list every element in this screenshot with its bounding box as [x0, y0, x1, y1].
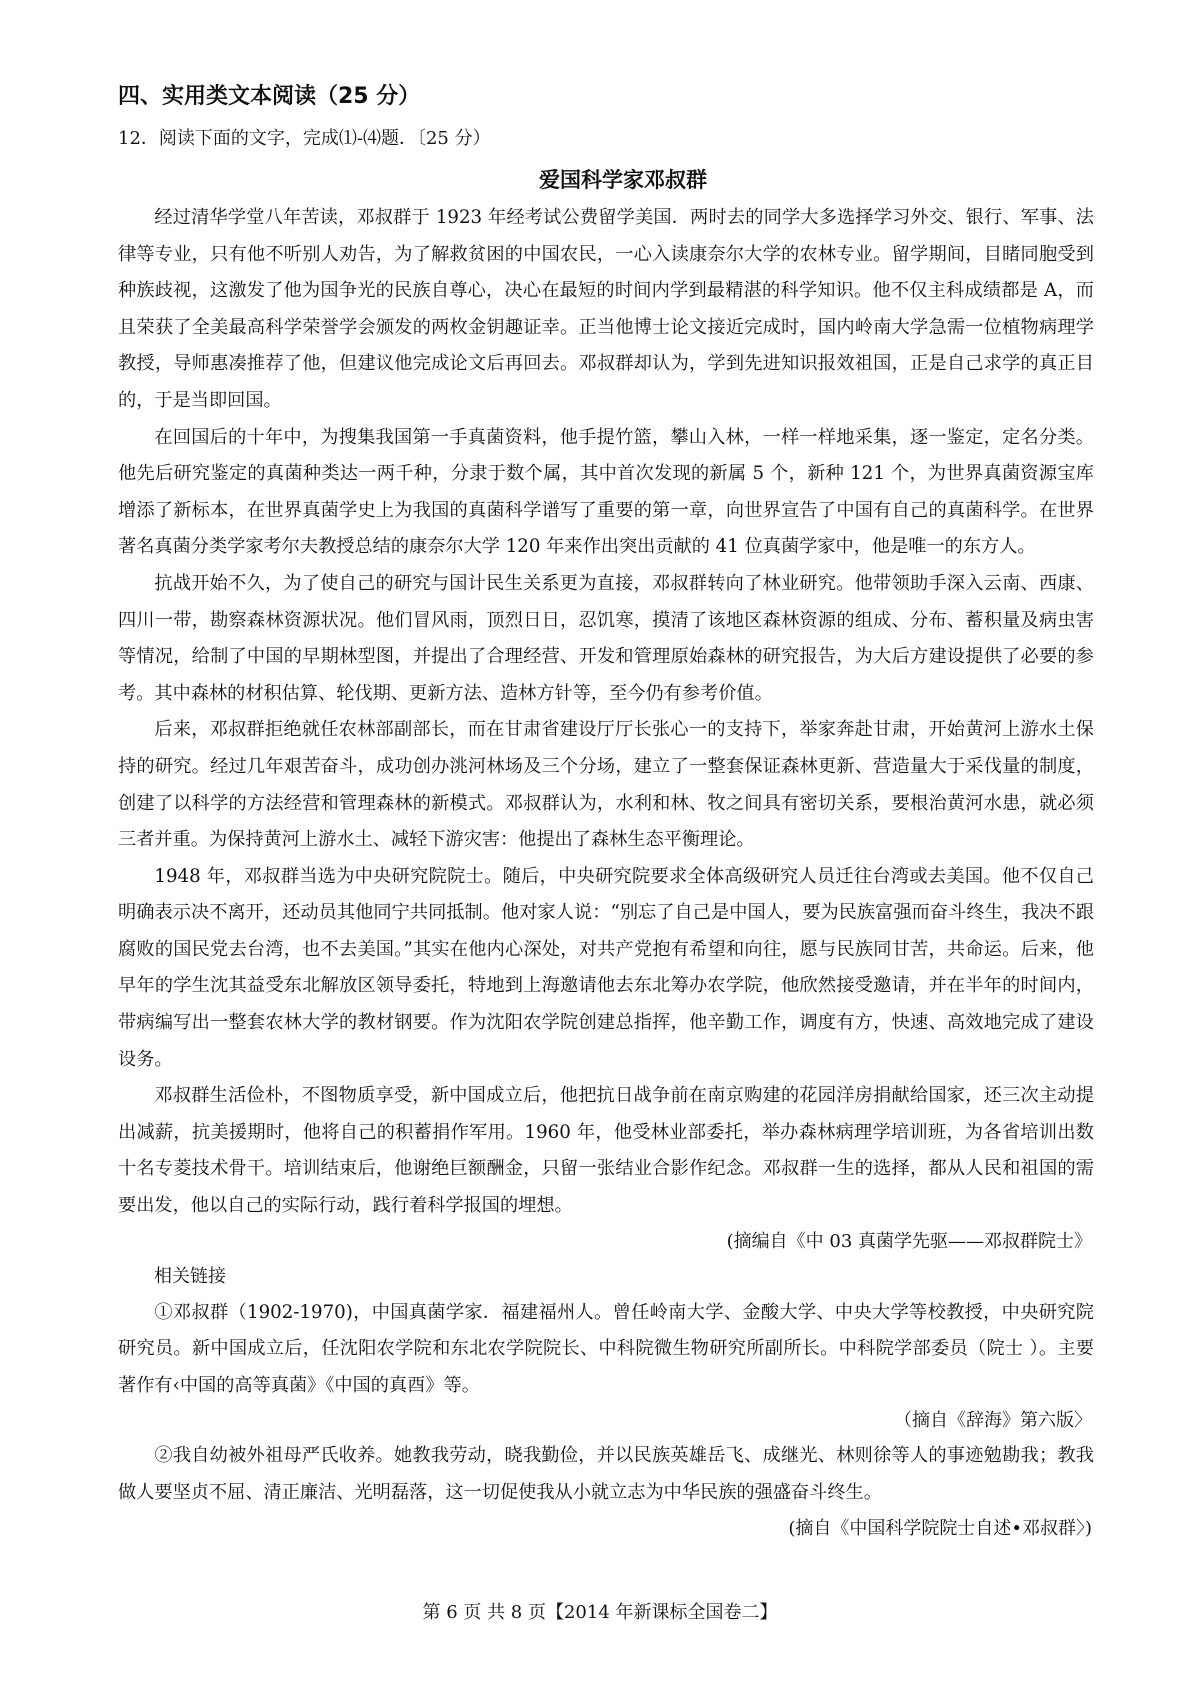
article-paragraph-3: 抗战开始不久，为了使自己的研究与国计民生关系更为直接，邓叔群转向了林业研究。他带领助手深入云南、西康、四川一带，勘察森林资源状况。他们冒风雨，顶烈日日，忍饥寒，摸清了该地区森林资源的组成、分布、蓄积量及病虫害等情况，给制了中国的早期林型图，并提出了合理经营、开发和管理原始森林的研究报告，为大后方建设提供了必要的参考。其中森林的材积估算、轮伐期、更新方法、造林方针等，至今仍有参考价值。	[118, 572, 1094, 704]
article-paragraph-1: 经过清华学堂八年苦读，邓叔群于 1923 年经考试公费留学美国．两时去的同学大多选择学习外交、银行、军事、法律等专业，只有他不听别人劝告，为了解救贫困的中国农民，一心入读康奈尔大学的农林专业。留学期间，目睹同胞受到种族歧视，这激发了他为国争光的民族自尊心，决心在最短的时间内学到最精湛的科学知识。他不仅主科成绩都是 A，而且荣获了全美最高科学荣誉学会颁发的两枚金钥趣证幸。正当他博士论文接近完成时，国内岭南大学急需一位植物病理学教授，导师惠凑推荐了他，但建议他完成论文后再回去。邓叔群却认为，学到先进知识报效祖国，正是自己求学的真正目的，于是当即回国。	[118, 207, 1094, 411]
related-link-1-source: （摘自《辞海》第六版〉	[894, 1410, 1092, 1432]
article-title: 爱国科学家邓叔群	[539, 168, 707, 192]
related-link-2: ②我自幼被外祖母严氏收养。她教我劳动，晓我勤俭，并以民族英雄岳飞、成继光、林则徐等人的事迹勉勘我；教我做人要坚贞不屈、清正廉洁、光明磊落，这一切促使我从小就立志为中华民族的强盛奋斗终生。	[118, 1445, 1094, 1503]
page-footer: 第 6 页 共 8 页【2014 年新课标全国卷二】	[422, 1602, 778, 1623]
article-paragraph-4: 后来，邓叔群拒绝就任农林部副部长，而在甘肃省建设厅厅长张心一的支持下，举家奔赴甘肃，开始黄河上游水土保持的研究。经过几年艰苦奋斗，成功创办洮河林场及三个分场，建立了一整套保证森林更新、营造量大于采伐量的制度，创建了以科学的方法经营和管理森林的新模式。邓叔群认为，水利和林、牧之间具有密切关系，要根治黄河水患，就必须三者并重。为保持黄河上游水土、减轻下游灾害：他提出了森林生态平衡理论。	[118, 719, 1094, 851]
section-title: 四、实用类文本阅读（25 分）	[118, 84, 421, 109]
article-paragraph-2: 在回国后的十年中，为搜集我国第一手真菌资料，他手提竹篮，攀山入林，一样一样地采集，逐一鉴定，定名分类。他先后研究鉴定的真菌种类达一两千种，分隶于数个属，其中首次发现的新属 5 个，新种 121 个，为世界真菌资源宝库增添了新标本，在世界真菌学史上为我国的真菌科学谱写了重要的第一章，向世界宣告了中国有自己的真菌科学。在世界著名真菌分类学家考尔夫教授总结的康奈尔大学 120 年来作出突出贡献的 41 位真菌学家中，他是唯一的东方人。	[118, 426, 1094, 558]
related-links	[118, 1259, 1094, 1546]
article-paragraph-6: 邓叔群生活俭朴，不图物质享受，新中国成立后，他把抗日战争前在南京购建的花园洋房捐献给国家，还三次主动提出减薪，抗美援期时，他将自己的积蓄捐作军用。1960 年，他受林业部委托，举办森林病理学培训班，为各省培训出数十名专菱技术骨干。培训结束后，他谢绝巨额酬金，只留一张结业合影作纪念。邓叔群一生的选择，都从人民和祖国的需要出发，他以自己的实际行动，践行着科学报国的埋想。	[118, 1085, 1094, 1217]
related-link-1: ①邓叔群（1902-1970)，中国真菌学家．福建福州人。曾任岭南大学、金酸大学、中央大学等校教授，中央研究院研究员。新中国成立后，任沈阳农学院和东北农学院院长、中科院微生物研究所副所长。中科院学部委员（院士 ）。主要著作有‹中国的高等真菌》《中国的真酉》等。	[118, 1301, 1094, 1396]
related-link-2-source: (摘自《中国科学院院士自述•邓叔群〉)	[788, 1517, 1092, 1539]
exam-page	[118, 82, 1094, 1546]
question-instruction: 12．阅读下面的文字，完成⑴-⑷题．〔25 分）	[118, 128, 491, 149]
article-body	[118, 200, 1094, 1225]
article-source: (摘编自《中 03 真菌学先驱——邓叔群院士》	[726, 1230, 1092, 1252]
related-links-title: 相关链接	[154, 1265, 226, 1287]
article-paragraph-5: 1948 年，邓叔群当选为中央研究院院士。随后，中央研究院要求全体高级研究人员迁往台湾或去美国。他不仅自己明确表示决不离开，还动员其他同宁共同抵制。他对家人说：“别忘了自己是中国人，要为民族富强而奋斗终生，我决不跟腐败的国民党去台湾，也不去美国。”其实在他内心深处，对共产党抱有希望和向往，愿与民族同甘苦，共命运。后来，他早年的学生沈其益受东北解放区领导委托，特地到上海邀请他去东北筹办农学院，他欣然接受邀请，并在半年的时间内，带病编写出一整套农林大学的教材钢要。作为沈阳农学院创建总指挥，他辛勤工作，调度有方，快速、高效地完成了建设设务。	[118, 865, 1094, 1070]
